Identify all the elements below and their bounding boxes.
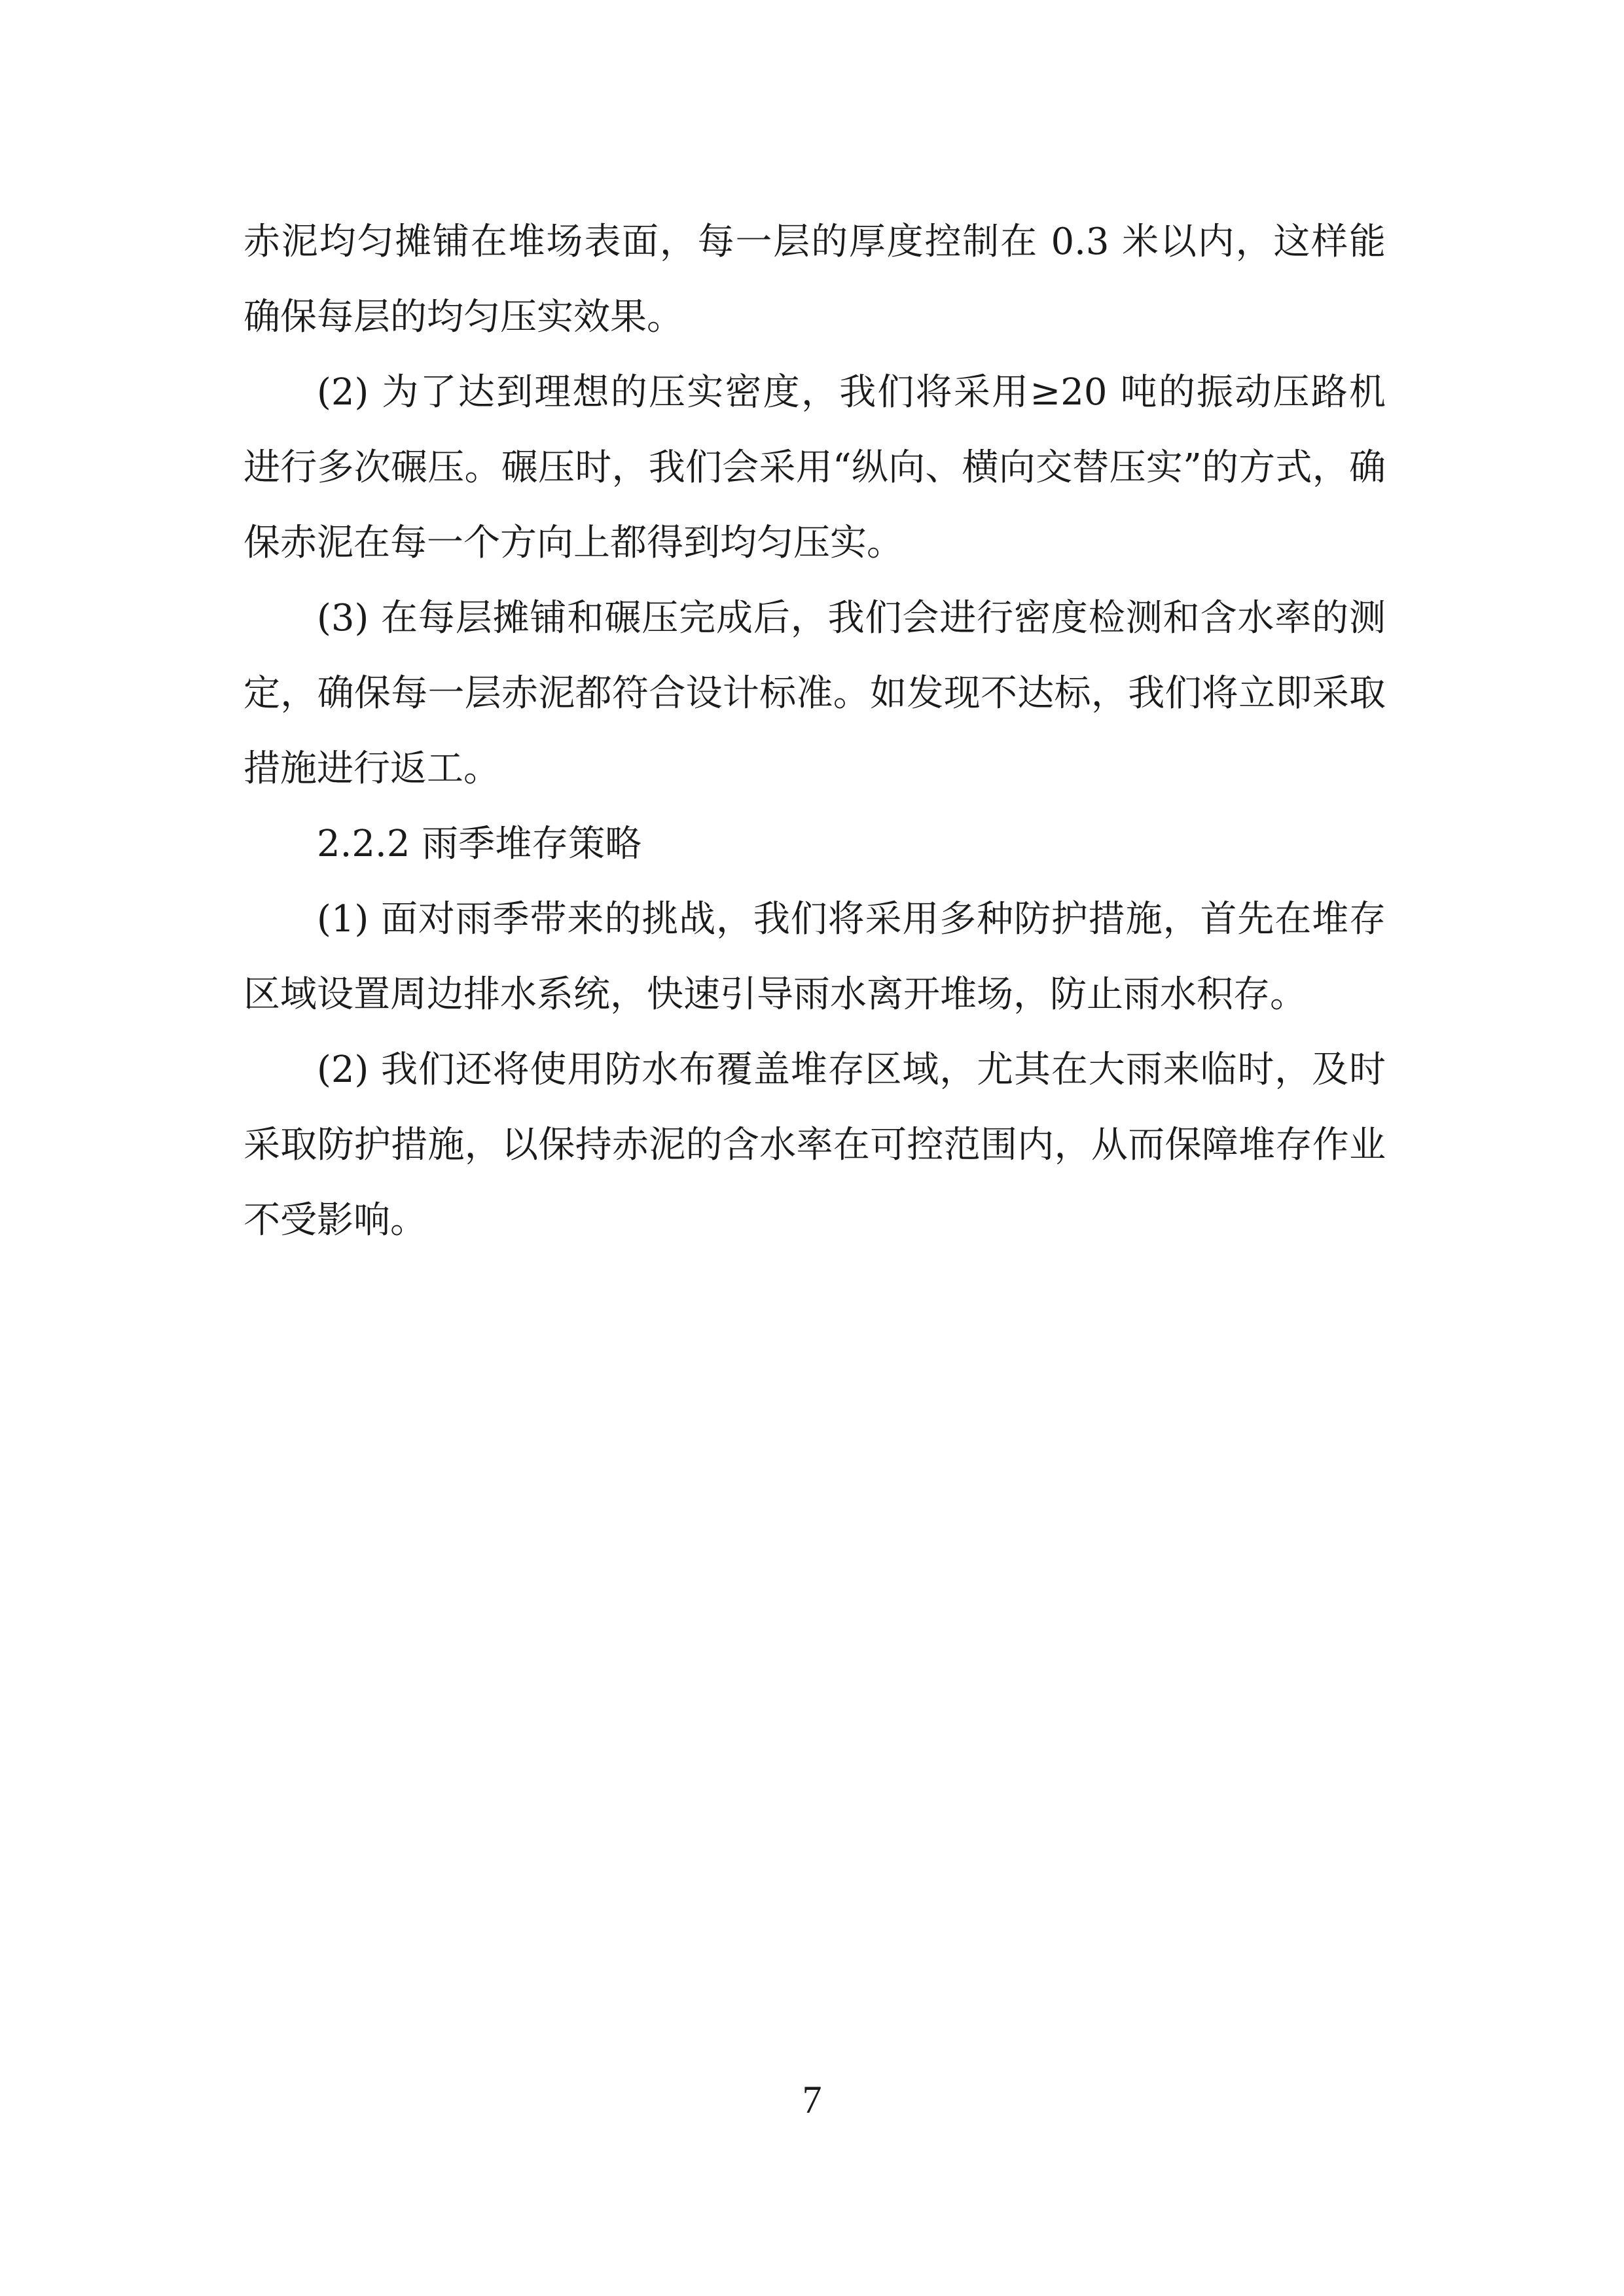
document-body (244, 204, 1386, 1258)
paragraph-item-2-tarp-cover: (2) 我们还将使用防水布覆盖堆存区域，尤其在大雨来临时，及时采取防护措施，以保持赤泥的含水率在可控范围内，从而保障堆存作业不受影响。 (244, 1049, 1386, 1242)
paragraph-item-3-testing: (3) 在每层摊铺和碾压完成后，我们会进行密度检测和含水率的测定，确保每一层赤泥都符合设计标准。如发现不达标，我们将立即采取措施进行返工。 (244, 597, 1386, 790)
paragraph-item-2-compaction: (2) 为了达到理想的压实密度，我们将采用≥20 吨的振动压路机进行多次碾压。碾压时，我们会采用“纵向、横向交替压实”的方式，确保赤泥在每一个方向上都得到均匀压实。 (244, 371, 1386, 564)
section-heading-2-2-2: 2.2.2 雨季堆存策略 (317, 823, 642, 865)
paragraph-item-1-drainage: (1) 面对雨季带来的挑战，我们将采用多种防护措施，首先在堆存区域设置周边排水系统，快速引导雨水离开堆场，防止雨水积存。 (244, 898, 1386, 1016)
paragraph-continuation: 赤泥均匀摊铺在堆场表面，每一层的厚度控制在 0.3 米以内，这样能确保每层的均匀压实效果。 (244, 221, 1386, 338)
page-number: 7 (802, 2078, 822, 2121)
